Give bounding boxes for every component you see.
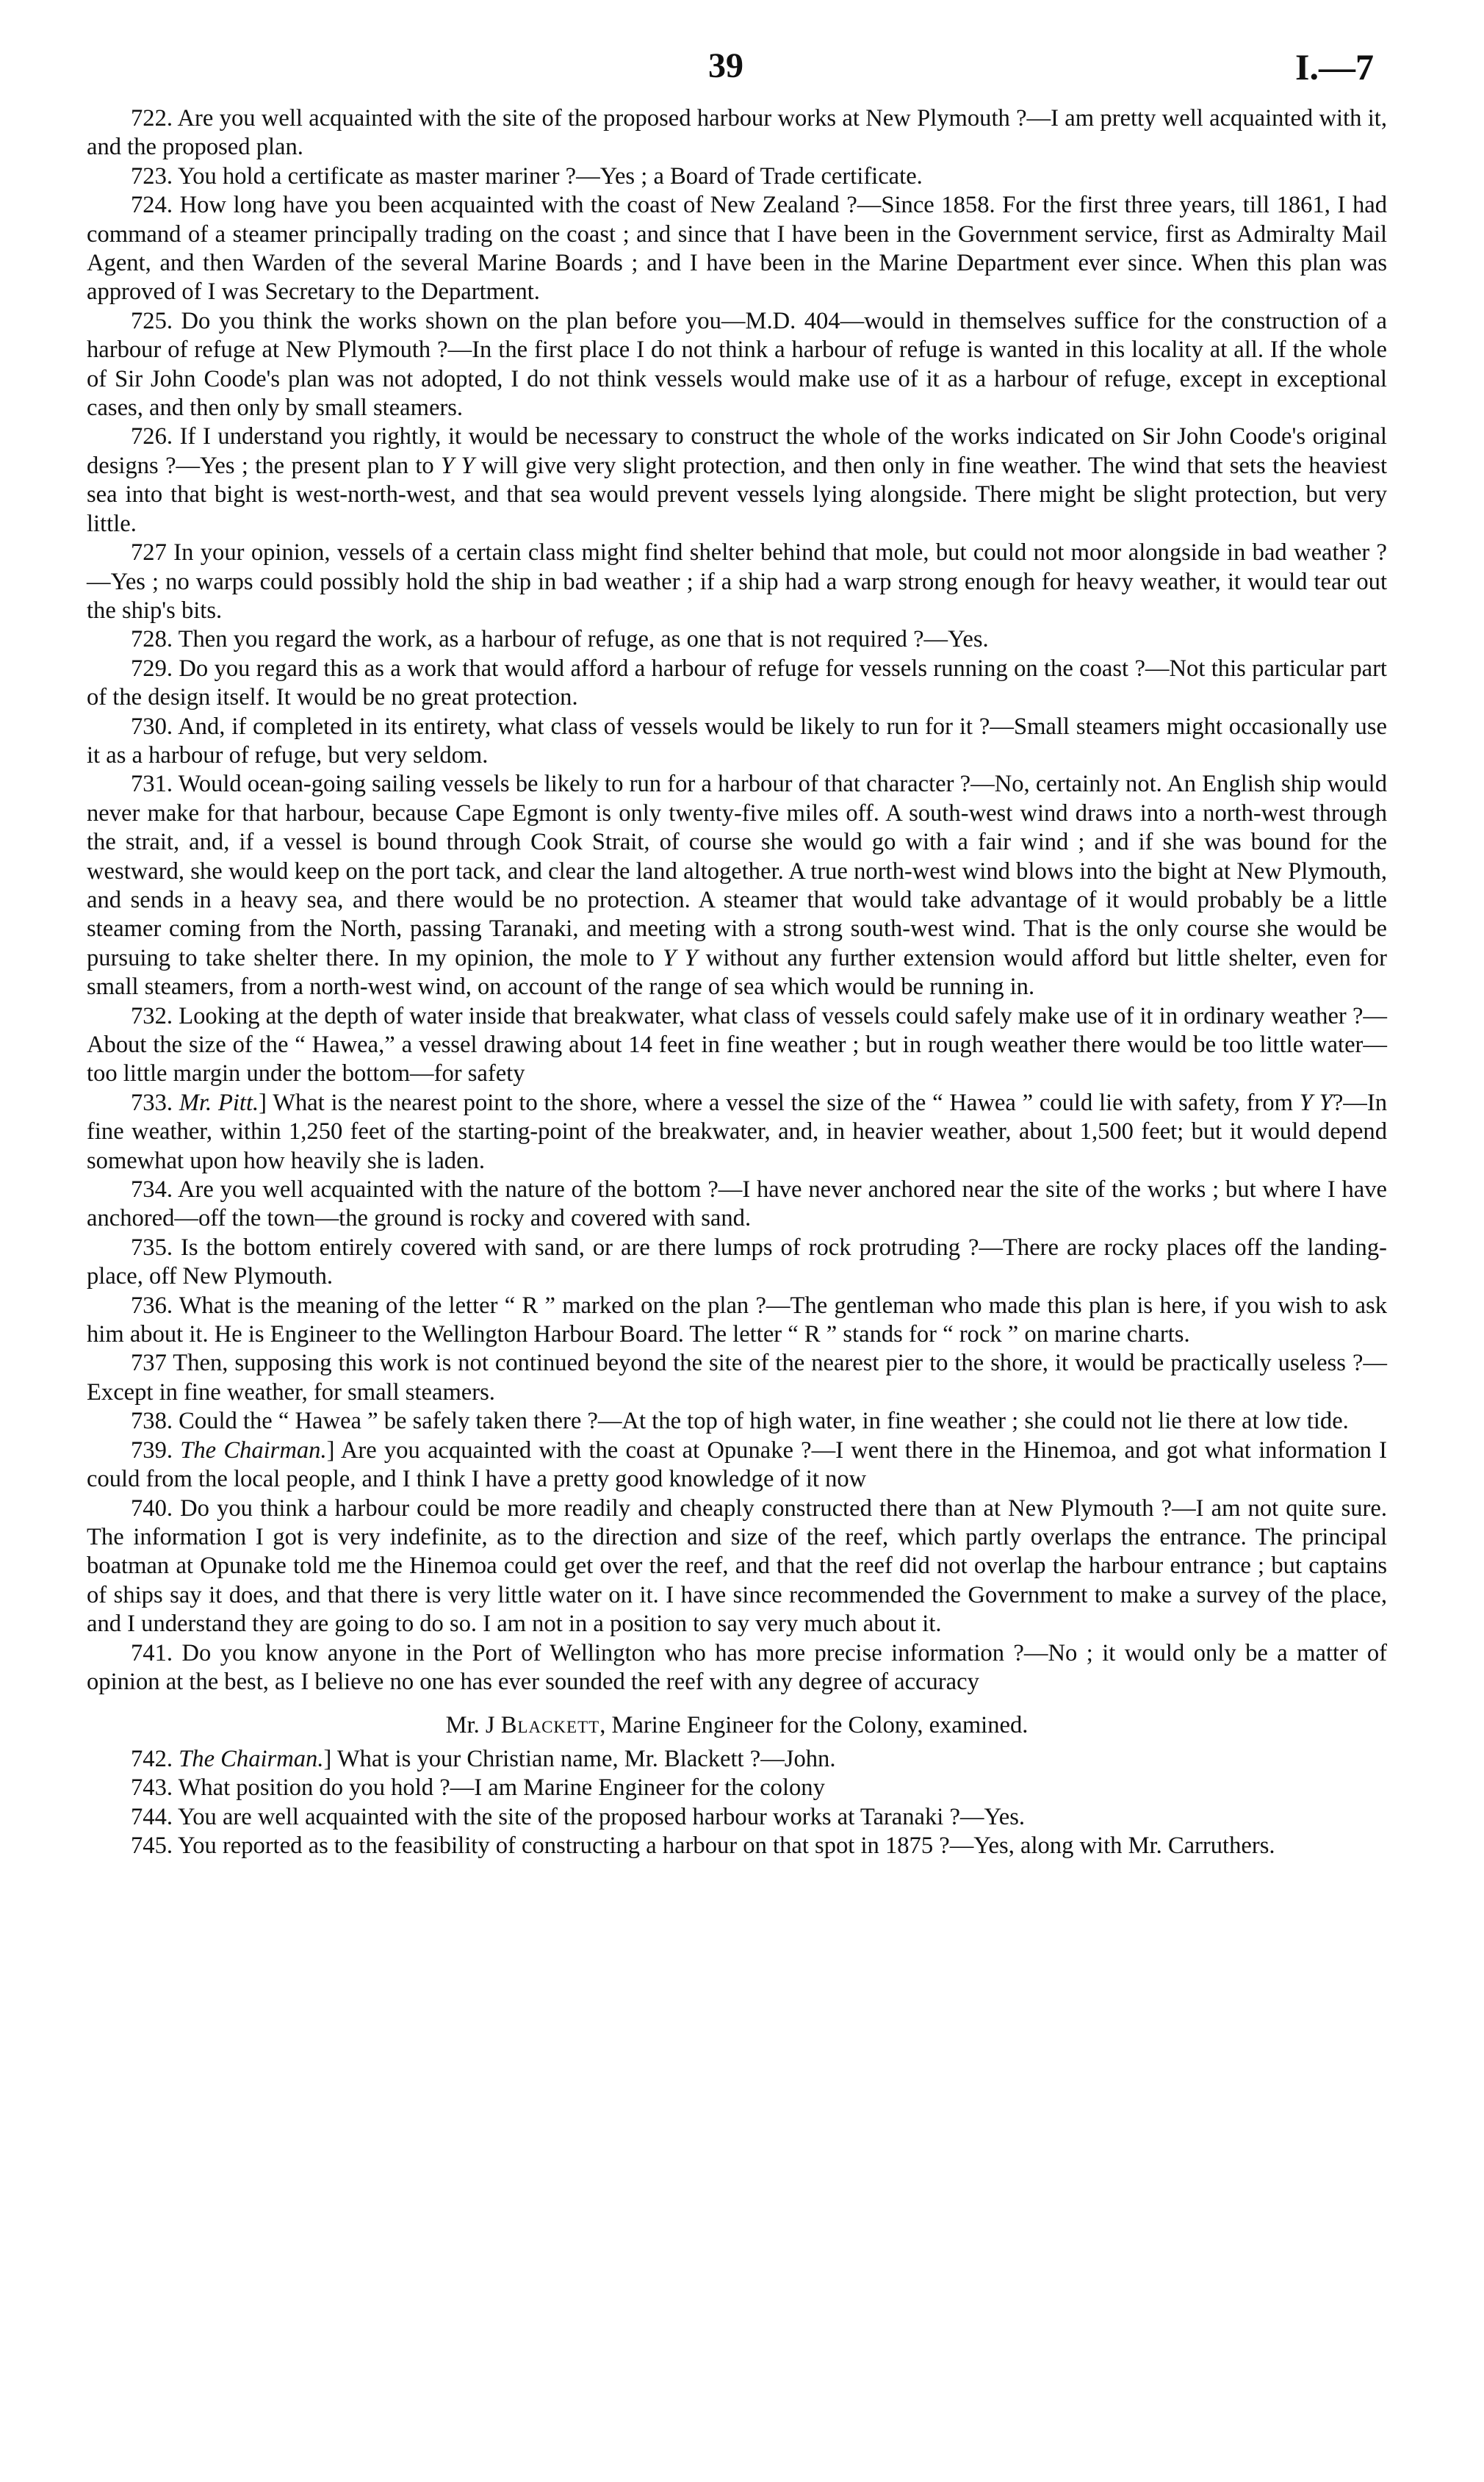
paragraph: 739. The Chairman.] Are you acquainted with the coast at Opunake ?—I went there in the Hinemoa, and got what information I could from the local people, and I think I have a pretty good knowledge of it now	[87, 1436, 1387, 1493]
paragraph: 742. The Chairman.] What is your Christian name, Mr. Blackett ?—John.	[131, 1745, 836, 1772]
paragraph: 724. How long have you been acquainted with the coast of New Zealand ?—Since 1858. For the first three years, till 1861, I had command of a steamer principally trading on the coast ; and since that I have been in the Government service, first as Admiralty Mail Agent, and then Warden of the several Marine Boards ; and I have been in the Marine Department ever since. When this plan was approved of I was Secretary to the Department.	[87, 192, 1387, 306]
paragraph: 735. Is the bottom entirely covered with sand, or are there lumps of rock protruding ?—There are rocky places off the landing-place, off New Plymouth.	[87, 1234, 1387, 1290]
paragraph: 745. You reported as to the feasibility of constructing a harbour on that spot in 1875 ?—Yes, along with Mr. Carruthers.	[131, 1832, 1275, 1859]
paragraph: 728. Then you regard the work, as a harbour of refuge, as one that is not required ?—Yes.	[131, 626, 989, 653]
document-reference: I.—7	[1295, 46, 1374, 87]
paragraph: 736. What is the meaning of the letter “ R ” marked on the plan ?—The gentleman who made this plan is here, if you wish to ask him about it. He is Engineer to the Wellington Harbour Board. The letter “ R ” stands for “ rock ” on marine charts.	[87, 1292, 1387, 1348]
paragraph: 723. You hold a certificate as master mariner ?—Yes ; a Board of Trade certificate.	[131, 162, 923, 190]
paragraph: 743. What position do you hold ?—I am Marine Engineer for the colony	[131, 1774, 825, 1802]
paragraph: 734. Are you well acquainted with the nature of the bottom ?—I have never anchored near the site of the works ; but where I have anchored—off the town—the ground is rocky and covered with sand.	[87, 1176, 1387, 1232]
paragraph: 722. Are you well acquainted with the site of the proposed harbour works at New Plymouth ?—I am pretty well acquainted with it, and the proposed plan.	[87, 105, 1387, 161]
paragraph: 740. Do you think a harbour could be more readily and cheaply constructed there than at New Plymouth ?—I am not quite sure. The information I got is very indefinite, as to the direction and size of the reef, which partly overlaps the entrance. The principal boatman at Opunake told me the Hinemoa could get over the reef, and that the reef did not overlap the harbour entrance ; but captains of ships say it does, and that there is very little water on it. I have since recommended the Government to make a survey of the place, and I understand they are going to do so. I am not in a position to say very much about it.	[87, 1494, 1387, 1638]
paragraph: 725. Do you think the works shown on the plan before you—M.D. 404—would in themselves suffice for the construction of a harbour of refuge at New Plymouth ?—In the first place I do not think a harbour of refuge is wanted in this locality at all. If the whole of Sir John Coode's plan was not adopted, I do not think vessels would make use of it as a harbour of refuge, except in exceptional cases, and then only by small steamers.	[87, 307, 1387, 422]
paragraph: 727 In your opinion, vessels of a certain class might find shelter behind that mole, but could not moor alongside in bad weather ?—Yes ; no warps could possibly hold the ship in bad weather ; if a ship had a warp strong enough for heavy weather, it would tear out the ship's bits.	[87, 539, 1387, 624]
paragraph: 741. Do you know anyone in the Port of Wellington who has more precise information ?—No ; it would only be a matter of opinion at the best, as I believe no one has ever sounded the reef with any degree of accuracy	[87, 1639, 1387, 1695]
paragraph: 744. You are well acquainted with the site of the proposed harbour works at Taranaki ?—Yes.	[131, 1803, 1026, 1830]
page-number: 39	[708, 46, 743, 85]
page-header	[0, 46, 1484, 90]
paragraph: 731. Would ocean-going sailing vessels be likely to run for a harbour of that character ?—No, certainly not. An English ship would never make for that harbour, because Cape Egmont is only twenty-five miles off. A south-west wind draws into a north-west through the strait, and, if a vessel is bound through Cook Strait, of course she would go with a fair wind ; and if she was bound for the westward, she would keep on the port tack, and clear the land altogether. A true north-west wind blows into the bight at New Plymouth, and sends in a heavy sea, and there would be no protection. A steamer that would take advantage of it would probably be a little steamer coming from the North, passing Taranaki, and meeting with a strong south-west wind. That is the only course she would be pursuing to take shelter there. In my opinion, the mole to Y Y without any further extension would afford but little shelter, even for small steamers, from a north-west wind, on account of the range of sea which would be running in.	[87, 771, 1387, 1001]
paragraph: 733. Mr. Pitt.] What is the nearest point to the shore, where a vessel the size of the “ Hawea ” could lie with safety, from Y Y?—In fine weather, within 1,250 feet of the starting-point of the breakwater, and, in heavier weather, about 1,500 feet; but it would depend somewhat upon how heavily she is laden.	[87, 1089, 1387, 1174]
paragraph: 729. Do you regard this as a work that would afford a harbour of refuge for vessels running on the coast ?—Not this particular part of the design itself. It would be no great protection.	[87, 655, 1387, 711]
paragraph: 737 Then, supposing this work is not continued beyond the site of the nearest pier to the shore, it would be practically useless ?—Except in fine weather, for small steamers.	[87, 1350, 1388, 1406]
paragraph: 738. Could the “ Hawea ” be safely taken there ?—At the top of high water, in fine weather ; she could not lie there at low tide.	[131, 1408, 1349, 1435]
section-heading: Mr. J Blackett, Marine Engineer for the Colony, examined.	[445, 1712, 1029, 1739]
paragraph: 732. Looking at the depth of water inside that breakwater, what class of vessels could safely make use of it in ordinary weather ?—About the size of the “ Hawea,” a vessel drawing about 14 feet in fine weather ; but in rough weather there would be too little water—too little margin under the bottom—for safety	[87, 1002, 1387, 1087]
paragraph: 726. If I understand you rightly, it would be necessary to construct the whole of the works indicated on Sir John Coode's original designs ?—Yes ; the present plan to Y Y will give very slight protection, and then only in fine weather. The wind that sets the heaviest sea into that bight is west-north-west, and that sea would prevent vessels lying alongside. There might be slight protection, but very little.	[87, 423, 1387, 537]
paragraph: 730. And, if completed in its entirety, what class of vessels would be likely to run for it ?—Small steamers might occasionally use it as a harbour of refuge, but very seldom.	[87, 713, 1387, 769]
document-body	[87, 104, 1387, 1860]
